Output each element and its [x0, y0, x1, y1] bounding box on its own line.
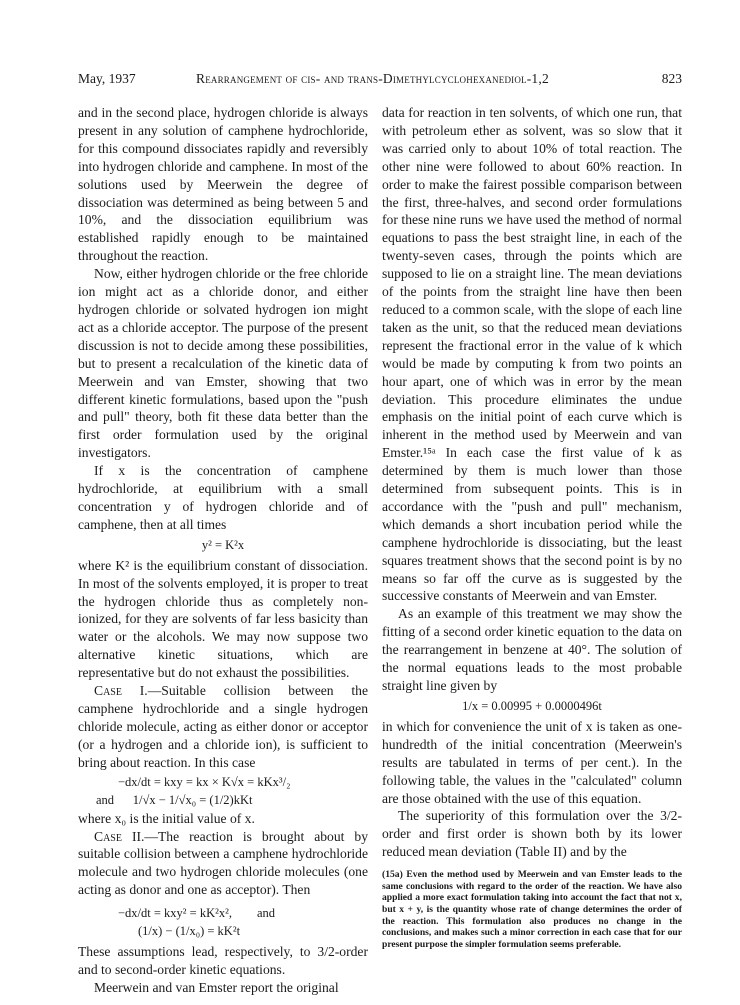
right-column: [382, 104, 682, 950]
header-date: May, 1937: [78, 71, 136, 86]
paragraph: [78, 682, 368, 772]
equation: y² = K²x: [201, 537, 245, 552]
paragraph: and in the second place, hydrogen chloride is always present in any solution of camphene hydrochloride, for this compound dissociates rapidly and reversibly into hydrogen chloride and camphene. In most of the solutions used by Meerwein the degree of dissociation was determined as being between 5 and 10%, and the dissociation equilibrium was established rapidly enough to be maintained throughout the reaction.: [78, 105, 368, 264]
paragraph: If x is the concentration of camphene hydrochloride, at equilibrium with a small concentration y of hydrogen chloride and of camphene, then at all times: [78, 463, 368, 532]
equation: (1/x) − (1/x₀) = kK²t: [138, 924, 241, 939]
case-label: Case II.: [94, 828, 145, 844]
case-label: Case I.: [94, 683, 148, 699]
case-text: —The reaction is brought about by suitable collision between a camphene hydrochloride molecule and two hydrogen chloride molecules (one acting as donor and one as acceptor). Then: [78, 828, 368, 898]
paragraph: in which for convenience the unit of x is taken as one-hundredth of the initial concentration (Meerwein's results are tabulated in terms of per cent.). In the following table, the values in the "calculated" column are those obtained with the use of this equation.: [382, 718, 682, 806]
paragraph: The superiority of this formulation over the 3/2-order and first order is shown both by its lower reduced mean deviation (Table II) and by the: [382, 808, 682, 860]
paragraph: Now, either hydrogen chloride or the free chloride ion might act as a chloride donor, and either hydrogen chloride or solvated hydrogen ion might act as a chloride acceptor. The purpose of the present discussion is not to decide among these possibilities, but to present a recalculation of the kinetic data of Meerwein and van Emster, showing that two different kinetic formulations, based upon the "push and pull" theory, both fit these data better than the first order formulation used by the original investigators.: [78, 266, 368, 461]
equation: 1/x = 0.00995 + 0.0000496t: [462, 698, 602, 713]
equation: and 1/√x − 1/√x₀ = (1/2)kKt: [96, 792, 253, 807]
equation: −dx/dt = kxy = kx × K√x = kKx³/₂: [118, 774, 291, 789]
paragraph: where K² is the equilibrium constant of dissociation. In most of the solvents employed, it is proper to treat the hydrogen chloride thus as completely non-ionized, for they are solvents of far less basicity than water or the alcohols. We may now suppose two alternative kinetic situations, which are representative but do not exhaust the possibilities.: [78, 557, 368, 681]
page-number: 823: [661, 71, 682, 86]
paragraph: As an example of this treatment we may show the fitting of a second order kinetic equation to the data on the rearrangement in benzene at 40°. The solution of the normal equations leads to the most probable straight line given by: [382, 606, 682, 693]
paragraph: [78, 828, 368, 900]
paragraph: These assumptions lead, respectively, to 3/2-order and to second-order kinetic equations.: [78, 944, 368, 978]
header-title: Rearrangement of cis- and trans-Dimethylcyclohexanediol-1,2: [196, 71, 549, 86]
case-text: —Suitable collision between the camphene hydrochloride and a single hydrogen chloride molecule, acting as either donor or acceptor (or a hydrogen and a chloride ion), is sufficient to bring about reaction. In this case: [78, 683, 368, 770]
paragraph: Meerwein and van Emster report the original: [94, 979, 339, 995]
footnote: (15a) Even the method used by Meerwein and van Emster leads to the same conclusions with regard to the order of the reaction. We have also applied a more exact formulation taking into account the fact that not x, but x + y, is the quantity whose rate of change determines the order of the reaction. This formulation also produces no change in the conclusions, and makes such a minor correction in each case that for our present purpose the simpler formulation seems preferable.: [382, 869, 682, 950]
paragraph: data for reaction in ten solvents, of which one run, that with petroleum ether as solvent, was so slow that it was carried only to about 10% of total reaction. The other nine were followed to about 60% reaction. In order to make the fairest possible comparison between the first, three-halves, and second order formulations for these nine runs we have used the method of normal equations to pass the best straight line, in each of the twenty-seven cases, through the points which are supposed to lie on a straight line. The mean deviations of the points from the straight line have then been reduced to a common scale, with the slope of each line taken as the unit, so that the reduced mean deviations represent the fractional error in the value of k which would be made by computing k from two points an hour apart, one of which was in error by the mean deviation. This procedure eliminates the undue emphasis on the initial point of each curve which is inherent in the method used by Meerwein and van Emster.¹⁵ᵃ In each case the first value of k as determined by them is much lower than those determined from subsequent points. This is in accordance with the "push and pull" mechanism, which demands a short incubation period while the camphene hydrochloride is dissociating, but the least squares treatment shows that the second point is by no means so far off the curve as is suggested by the successive constants of Meerwein and van Emster.: [382, 105, 682, 604]
equation: −dx/dt = kxy² = kK²x², and: [118, 906, 276, 921]
running-header: [78, 70, 682, 88]
paragraph: where x₀ is the initial value of x.: [78, 810, 255, 826]
left-column: [78, 104, 368, 997]
